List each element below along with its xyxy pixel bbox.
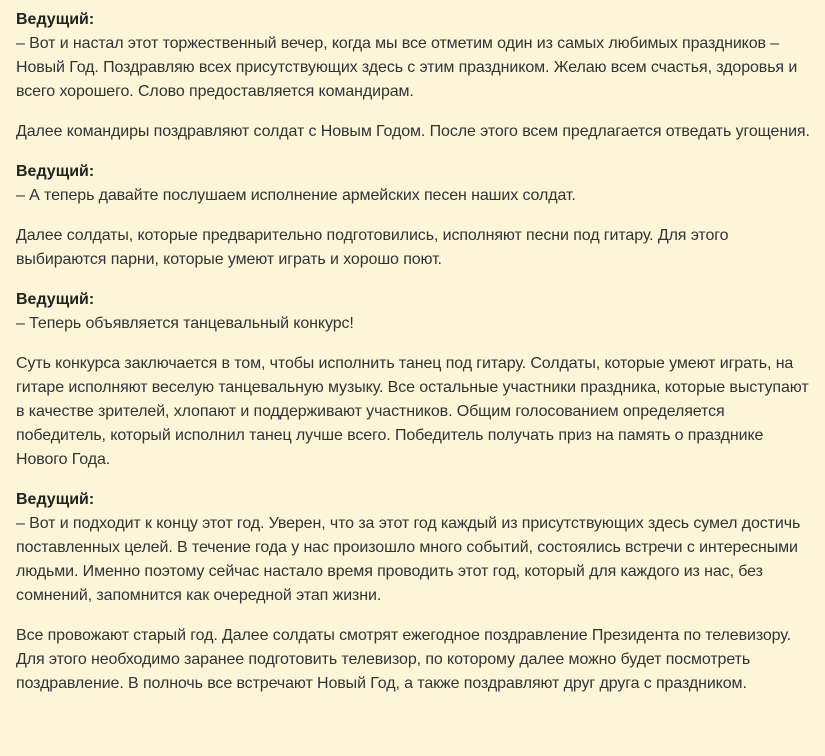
- speaker-label: Ведущий:: [16, 163, 95, 180]
- narration-text: Далее командиры поздравляют солдат с Новым Годом. После этого всем предлагается отведать угощения.: [16, 123, 810, 140]
- narration-text: Далее солдаты, которые предварительно подготовились, исполняют песни под гитару. Для этого выбираются парни, которые умеют играть и хорошо поют.: [16, 227, 729, 268]
- speaker-label: Ведущий:: [16, 11, 95, 28]
- speech-text: – Вот и настал этот торжественный вечер, когда мы все отметим один из самых любимых праздников – Новый Год. Поздравляю всех присутствующих здесь с этим праздником. Желаю всем счастья, здоровья и всего хорошего. Слово предоставляется командирам.: [16, 35, 798, 100]
- speech-block: [16, 288, 811, 336]
- speech-text: – Теперь объявляется танцевальный конкурс!: [16, 315, 354, 332]
- speech-block: [16, 488, 811, 608]
- narration-block: [16, 224, 811, 272]
- speaker-label: Ведущий:: [16, 491, 95, 508]
- speech-block: [16, 8, 811, 104]
- narration-text: Все провожают старый год. Далее солдаты смотрят ежегодное поздравление Президента по телевизору. Для этого необходимо заранее подготовить телевизор, по которому далее можно будет посмотреть поздравление. В полночь все встречают Новый Год, а также поздравляют друг друга с праздником.: [16, 627, 791, 692]
- speech-text: – А теперь давайте послушаем исполнение армейских песен наших солдат.: [16, 187, 576, 204]
- narration-block: [16, 624, 811, 696]
- narration-block: [16, 120, 811, 144]
- narration-text: Суть конкурса заключается в том, чтобы исполнить танец под гитару. Солдаты, которые умеют играть, на гитаре исполняют веселую танцевальную музыку. Все остальные участники праздника, которые выступают в качестве зрителей, хлопают и поддерживают участников. Общим голосованием определяется победитель, который исполнил танец лучше всего. Победитель получать приз на память о празднике Нового Года.: [16, 355, 809, 468]
- speaker-label: Ведущий:: [16, 291, 95, 308]
- narration-block: [16, 352, 811, 472]
- speech-block: [16, 160, 811, 208]
- speech-text: – Вот и подходит к концу этот год. Уверен, что за этот год каждый из присутствующих здесь сумел достичь поставленных целей. В течение года у нас произошло много событий, состоялись встречи с интересными людьми. Именно поэтому сейчас настало время проводить этот год, который для каждого из нас, без сомнений, запомнится как очередной этап жизни.: [16, 515, 801, 604]
